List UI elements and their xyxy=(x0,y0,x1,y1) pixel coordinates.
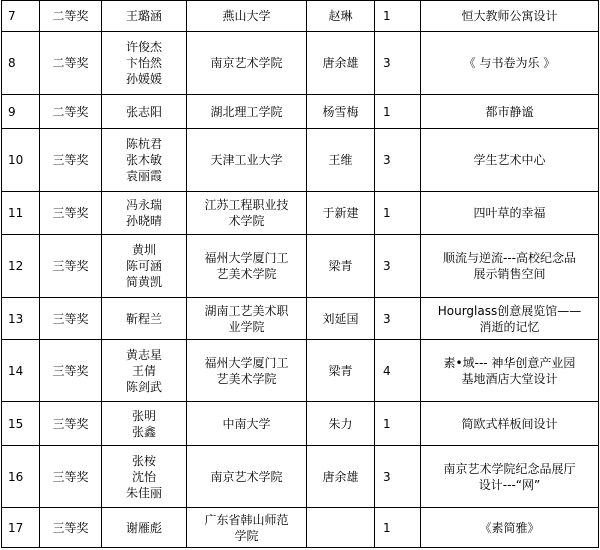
advisor-cell: 梁青 xyxy=(307,340,375,402)
school-name-line: 学院 xyxy=(234,528,259,543)
count-cell: 1 xyxy=(375,192,421,235)
count-cell: 1 xyxy=(375,402,421,446)
author-name: 孙晓晴 xyxy=(125,214,162,228)
table-row xyxy=(2,1,599,32)
row-number: 7 xyxy=(2,1,40,32)
authors-cell xyxy=(102,402,187,446)
authors-cell xyxy=(102,298,187,340)
table-row xyxy=(2,235,599,298)
table-body xyxy=(2,1,599,548)
author-name: 陈杭君 xyxy=(125,137,162,151)
row-number: 8 xyxy=(2,32,40,95)
school-cell xyxy=(187,235,307,298)
advisor-cell: 唐余雄 xyxy=(307,446,375,508)
row-number: 17 xyxy=(2,508,40,548)
row-number: 11 xyxy=(2,192,40,235)
school-name-line: 业学院 xyxy=(228,319,265,334)
title-cell xyxy=(421,235,599,298)
title-cell xyxy=(421,32,599,95)
award-level: 二等奖 xyxy=(40,1,102,32)
title-line: 《 与书卷为乐 》 xyxy=(463,56,556,70)
table-row xyxy=(2,446,599,508)
title-line: 基地酒店大堂设计 xyxy=(461,371,558,386)
school-name-line: 湖南工艺美术职 xyxy=(204,303,289,318)
author-name: 袁丽霞 xyxy=(125,169,162,183)
title-cell xyxy=(421,402,599,446)
school-name-line: 南京艺术学院 xyxy=(210,469,283,484)
author-name: 沈怡 xyxy=(131,469,156,484)
school-name-line: 燕山大学 xyxy=(222,9,271,23)
school-cell xyxy=(187,402,307,446)
school-name-line: 湖北理工学院 xyxy=(210,104,283,119)
award-level: 三等奖 xyxy=(40,235,102,298)
title-line: 消逝的记忆 xyxy=(479,319,540,334)
authors-cell xyxy=(102,1,187,32)
author-name: 陈剑武 xyxy=(125,379,162,394)
school-cell xyxy=(187,192,307,235)
title-cell xyxy=(421,95,599,129)
authors-cell xyxy=(102,235,187,298)
school-name-line: 艺美术学院 xyxy=(216,371,277,386)
award-level: 三等奖 xyxy=(40,508,102,548)
authors-cell xyxy=(102,95,187,129)
school-cell xyxy=(187,340,307,402)
school-cell xyxy=(187,298,307,340)
advisor-cell xyxy=(307,508,375,548)
count-cell: 3 xyxy=(375,32,421,95)
award-level: 三等奖 xyxy=(40,340,102,402)
title-cell xyxy=(421,1,599,32)
author-name: 张桉 xyxy=(131,453,156,468)
author-name: 张明 xyxy=(131,408,156,423)
award-level: 二等奖 xyxy=(40,95,102,129)
row-number: 10 xyxy=(2,129,40,192)
advisor-cell: 于新建 xyxy=(307,192,375,235)
title-cell xyxy=(421,340,599,402)
school-name-line: 艺美术学院 xyxy=(216,267,277,281)
count-cell: 3 xyxy=(375,298,421,340)
school-cell xyxy=(187,508,307,548)
school-name-line: 术学院 xyxy=(228,214,265,228)
advisor-cell: 唐余雄 xyxy=(307,32,375,95)
author-name: 谢雁彪 xyxy=(125,520,162,535)
author-name: 张鑫 xyxy=(131,424,156,439)
authors-cell xyxy=(102,192,187,235)
award-level: 二等奖 xyxy=(40,32,102,95)
authors-cell xyxy=(102,340,187,402)
advisor-cell: 赵琳 xyxy=(307,1,375,32)
title-line: 南京艺术学院纪念品展厅 xyxy=(443,461,576,476)
advisor-cell: 梁青 xyxy=(307,235,375,298)
count-cell: 1 xyxy=(375,1,421,32)
table-row xyxy=(2,402,599,446)
row-number: 16 xyxy=(2,446,40,508)
author-name: 陈可涵 xyxy=(125,259,162,273)
advisor-cell: 朱力 xyxy=(307,402,375,446)
author-name: 朱佳丽 xyxy=(125,485,162,500)
school-name-line: 中南大学 xyxy=(222,416,271,431)
school-cell xyxy=(187,32,307,95)
school-name-line: 福州大学厦门工 xyxy=(204,355,289,370)
title-line: 《素简雅》 xyxy=(479,520,540,535)
author-name: 孙媛媛 xyxy=(125,72,162,86)
author-name: 黄志星 xyxy=(125,347,162,362)
school-name-line: 南京艺术学院 xyxy=(210,56,283,70)
title-cell xyxy=(421,192,599,235)
title-cell xyxy=(421,129,599,192)
authors-cell xyxy=(102,129,187,192)
award-level: 三等奖 xyxy=(40,129,102,192)
advisor-cell: 杨雪梅 xyxy=(307,95,375,129)
author-name: 冯永瑞 xyxy=(125,198,162,212)
title-line: 设计---“网” xyxy=(478,477,541,492)
title-cell xyxy=(421,508,599,548)
title-line: 恒大教师公寓设计 xyxy=(461,9,558,23)
title-line: 学生艺术中心 xyxy=(473,153,546,167)
award-level: 三等奖 xyxy=(40,298,102,340)
row-number: 14 xyxy=(2,340,40,402)
authors-cell xyxy=(102,32,187,95)
count-cell: 1 xyxy=(375,508,421,548)
authors-cell xyxy=(102,508,187,548)
advisor-cell: 刘延国 xyxy=(307,298,375,340)
title-cell xyxy=(421,298,599,340)
count-cell: 1 xyxy=(375,95,421,129)
title-line: 简欧式样板间设计 xyxy=(461,416,558,431)
title-line: 素•域--- 神华创意产业园 xyxy=(443,355,576,370)
count-cell: 3 xyxy=(375,446,421,508)
table-row xyxy=(2,95,599,129)
row-number: 9 xyxy=(2,95,40,129)
school-cell xyxy=(187,95,307,129)
title-line: 四叶草的幸福 xyxy=(473,206,546,220)
count-cell: 3 xyxy=(375,235,421,298)
school-cell xyxy=(187,129,307,192)
table-row xyxy=(2,340,599,402)
author-name: 张志阳 xyxy=(125,104,162,119)
school-name-line: 江苏工程职业技 xyxy=(204,198,289,212)
author-name: 许俊杰 xyxy=(125,40,162,54)
row-number: 12 xyxy=(2,235,40,298)
table-row xyxy=(2,192,599,235)
author-name: 简黄凯 xyxy=(125,275,162,289)
advisor-cell: 王维 xyxy=(307,129,375,192)
title-line: Hourglass创意展览馆—— xyxy=(437,303,582,318)
table-row xyxy=(2,129,599,192)
author-name: 黄圳 xyxy=(131,243,156,257)
school-cell xyxy=(187,446,307,508)
count-cell: 3 xyxy=(375,129,421,192)
school-name-line: 福州大学厦门工 xyxy=(204,251,289,265)
table-row xyxy=(2,298,599,340)
award-level: 三等奖 xyxy=(40,192,102,235)
row-number: 15 xyxy=(2,402,40,446)
title-line: 顺流与逆流---高校纪念品 xyxy=(443,251,576,265)
award-level: 三等奖 xyxy=(40,402,102,446)
awards-table xyxy=(1,0,599,548)
award-level: 三等奖 xyxy=(40,446,102,508)
author-name: 王璐涵 xyxy=(125,9,162,23)
school-name-line: 广东省韩山师范 xyxy=(204,512,289,527)
title-line: 展示销售空间 xyxy=(473,267,546,281)
table-row xyxy=(2,508,599,548)
author-name: 张木敏 xyxy=(125,153,162,167)
row-number: 13 xyxy=(2,298,40,340)
school-name-line: 天津工业大学 xyxy=(210,153,283,167)
author-name: 王倩 xyxy=(131,363,156,378)
author-name: 靳程兰 xyxy=(125,311,162,326)
count-cell: 4 xyxy=(375,340,421,402)
authors-cell xyxy=(102,446,187,508)
school-cell xyxy=(187,1,307,32)
author-name: 卞怡然 xyxy=(125,56,162,70)
title-line: 都市静谧 xyxy=(485,104,534,119)
title-cell xyxy=(421,446,599,508)
table-row xyxy=(2,32,599,95)
